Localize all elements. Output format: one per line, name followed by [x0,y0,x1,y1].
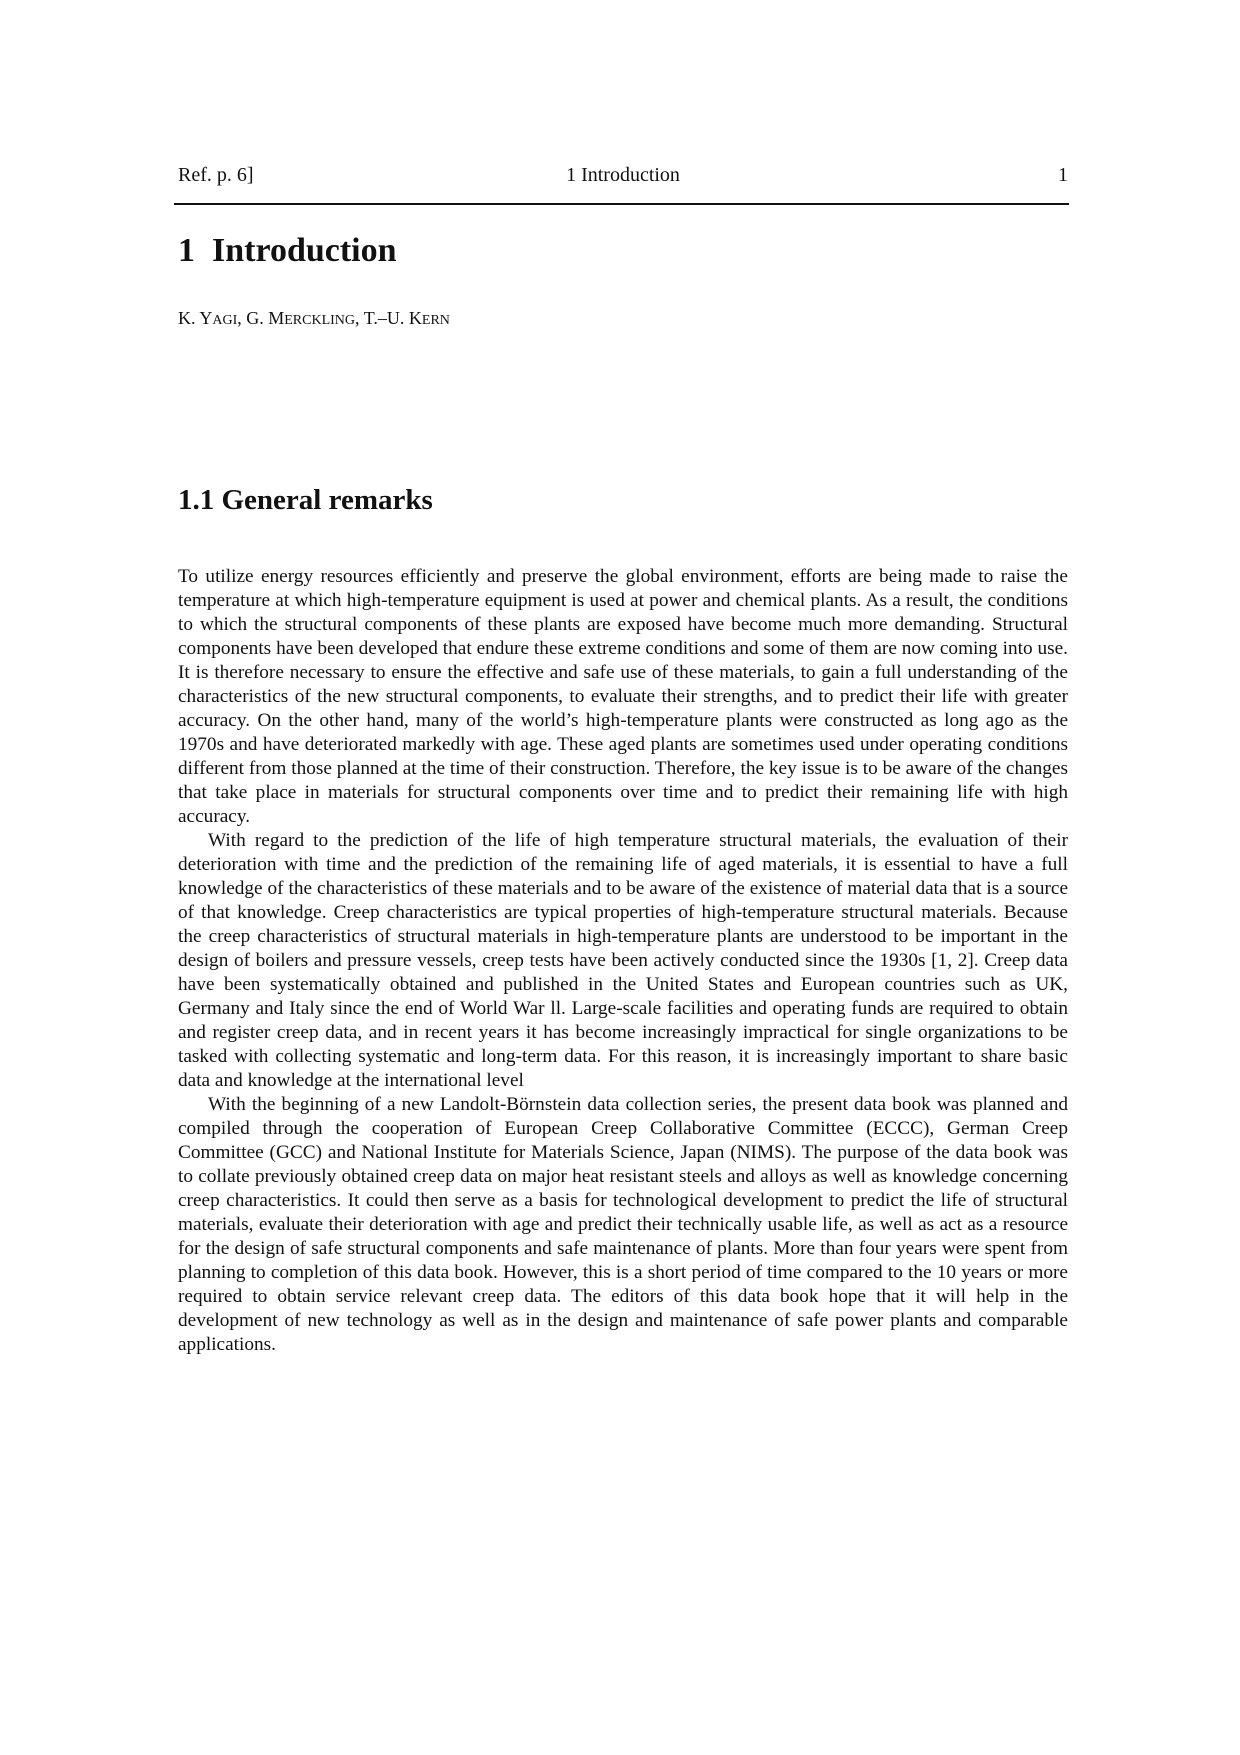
author: K. YAGI [178,308,238,328]
paragraph: With regard to the prediction of the life of high temperature structural materials, the evaluation of their deterioration with time and the prediction of the remaining life of aged materials, it is essential to have a full knowledge of the characteristics of these materials and to be aware of the existence of material data that is a source of that knowledge. Creep characteristics are typical properties of high-temperature structural materials. Because the creep characteristics of structural materials in high-temperature plants are understood to be important in the design of boilers and pressure vessels, creep tests have been actively conducted since the 1930s [1, 2]. Creep data have been systematically obtained and published in the United States and European countries such as UK, Germany and Italy since the end of World War ll. Large-scale facilities and operating funds are required to obtain and register creep data, and in recent years it has become increasingly impractical for single organizations to be tasked with collecting systematic and long-term data. For this reason, it is increasingly important to share basic data and knowledge at the international level [178,830,1068,1091]
chapter-title: 1 Introduction [178,232,397,269]
header-chapter-title: 1 Introduction [566,164,680,186]
page-number: 1 [1058,164,1068,186]
author-separator: , [237,308,247,328]
running-header [178,164,1068,194]
paragraph: With the beginning of a new Landolt-Börnstein data collection series, the present data book was planned and compiled through the cooperation of European Creep Collaborative Committee (ECCC), German Creep Committee (GCC) and National Institute for Materials Science, Japan (NIMS). The purpose of the data book was to collate previously obtained creep data on major heat resistant steels and alloys as well as knowledge concerning creep characteristics. It could then serve as a basis for technological development to predict the life of structural materials, evaluate their deterioration with age and predict their technically usable life, as well as act as a resource for the design of safe structural components and safe maintenance of plants. More than four years were spent from planning to completion of this data book. However, this is a short period of time compared to the 10 years or more required to obtain service relevant creep data. The editors of this data book hope that it will help in the development of new technology as well as in the design and maintenance of safe power plants and comparable applications. [178,1094,1068,1355]
paragraph: To utilize energy resources efficiently and preserve the global environment, efforts are being made to raise the temperature at which high-temperature equipment is used at power and chemical plants. As a result, the conditions to which the structural components of these plants are exposed have become much more demanding. Structural components have been developed that endure these extreme conditions and some of them are now coming into use. It is therefore necessary to ensure the effective and safe use of these materials, to gain a full understanding of the characteristics of the new structural components, to evaluate their strengths, and to predict their life with greater accuracy. On the other hand, many of the world’s high-temperature plants were constructed as long ago as the 1970s and have deteriorated markedly with age. These aged plants are sometimes used under operating conditions different from those planned at the time of their construction. Therefore, the key issue is to be aware of the changes that take place in materials for structural components over time and to predict their remaining life with high accuracy. [178,566,1068,827]
author-list [178,308,450,329]
header-reference: Ref. p. 6] [178,164,254,186]
author: G. MERCKLING [246,308,356,328]
author: T.–U. KERN [363,308,450,328]
body-text [178,565,1068,1357]
section-title: 1.1 General remarks [178,484,433,516]
header-rule [174,203,1069,205]
author-separator: , [355,308,364,328]
